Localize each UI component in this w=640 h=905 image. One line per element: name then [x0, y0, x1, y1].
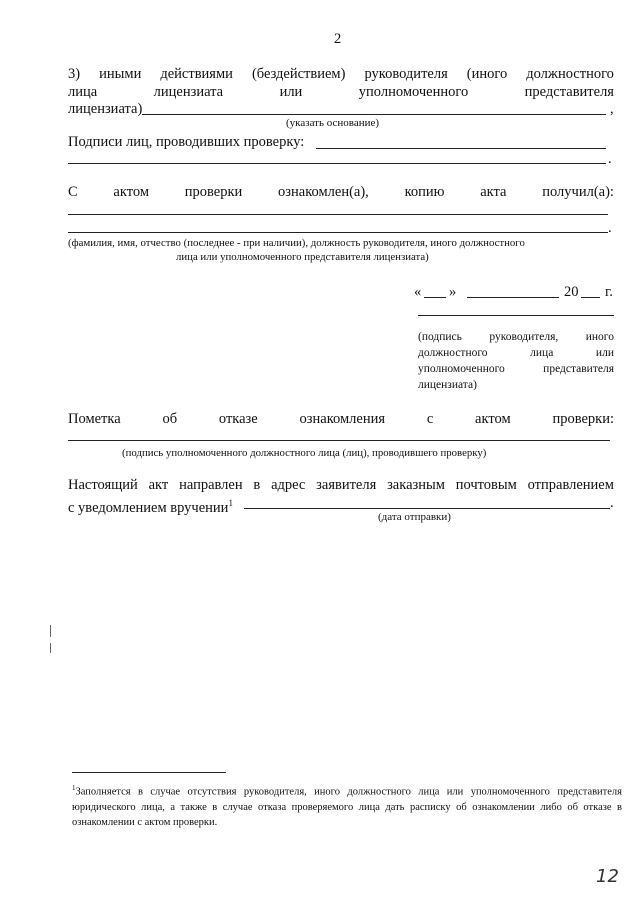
word: об — [162, 411, 178, 427]
word: отказе — [218, 411, 258, 427]
comma: , — [610, 101, 614, 117]
date-month-field[interactable] — [467, 297, 559, 298]
word: лица — [530, 347, 554, 359]
footnote-separator — [72, 772, 226, 773]
word: получил(а): — [542, 184, 614, 200]
word: почтовым — [455, 477, 517, 493]
date-year-field[interactable] — [581, 297, 600, 298]
sent-line-2 — [68, 494, 233, 517]
word: уполномоченного — [358, 84, 469, 100]
signatures-field-line-1[interactable] — [316, 148, 606, 149]
sent-date-caption: (дата отправки) — [378, 511, 451, 523]
word: с — [426, 411, 434, 427]
paragraph-1-line-3: лицензиата) — [68, 101, 143, 117]
word: или — [279, 84, 303, 100]
word: заказным — [387, 477, 445, 493]
word: или — [595, 347, 614, 359]
date-day-field[interactable] — [424, 297, 446, 298]
word: представителя — [543, 363, 614, 375]
basis-field-line[interactable] — [142, 114, 606, 115]
word: заявителя — [316, 477, 377, 493]
period: . — [608, 151, 612, 167]
acknowledgement-caption-1: (фамилия, имя, отчество (последнее - при наличии), должность руководителя, иного должностного — [68, 237, 525, 249]
word: должностного — [526, 66, 614, 82]
manager-signature-caption — [418, 329, 614, 393]
word: руководителя, — [489, 331, 559, 343]
word: акта — [480, 184, 507, 200]
sent-date-field[interactable] — [244, 508, 610, 509]
sent-line-1 — [68, 476, 614, 494]
footnote-mark: 1 — [72, 784, 76, 792]
refusal-line — [68, 410, 614, 428]
footnote-text: Заполняется в случае отсутствия руководителя, иного должностного лица или уполномоченного представителя юридического лица, а также в случае отказа проверяемого лица дать расписку об ознакомлении либо об отказе в ознакомлении с актом проверки. — [72, 786, 622, 828]
word: ознакомлен(а), — [278, 184, 369, 200]
handwritten-page-number: 12 — [596, 866, 619, 887]
word: копию — [404, 184, 445, 200]
word: лица — [68, 84, 98, 100]
word: в — [253, 477, 261, 493]
refusal-caption: (подпись уполномоченного должностного лица (лиц), проводившего проверку) — [122, 447, 487, 459]
word: Настоящий — [68, 477, 138, 493]
word: (иного — [466, 66, 508, 82]
date-year-prefix: 20 — [564, 284, 579, 300]
margin-mark — [50, 643, 51, 653]
basis-caption: (указать основание) — [286, 117, 380, 129]
footnote — [72, 781, 622, 830]
page-number: 2 — [334, 31, 342, 47]
word: С — [68, 184, 78, 200]
word: уполномоченного — [418, 363, 505, 375]
word: действиями — [160, 66, 233, 82]
paragraph-1-line-2 — [68, 83, 614, 101]
caption-row — [418, 361, 614, 377]
period: . — [610, 495, 614, 511]
margin-mark — [50, 625, 51, 637]
sent-line-2-text: с уведомлением вручении — [68, 499, 229, 516]
caption-row: лицензиата) — [418, 379, 477, 391]
footnote-reference[interactable]: 1 — [228, 498, 233, 508]
caption-row — [418, 329, 614, 345]
date-year-suffix: г. — [605, 284, 613, 300]
manager-signature-line[interactable] — [418, 315, 614, 316]
signatures-label: Подписи лиц, проводивших проверку: — [68, 134, 305, 150]
acknowledgement-field-line-2[interactable] — [68, 232, 608, 233]
word: адрес — [271, 477, 306, 493]
acknowledgement-caption-2: лица или уполномоченного представителя лицензиата) — [176, 251, 429, 263]
word: ознакомления — [299, 411, 386, 427]
word: 3) — [68, 66, 81, 82]
word: должностного — [418, 347, 488, 359]
word: направлен — [179, 477, 243, 493]
word: проверки — [184, 184, 243, 200]
date-open-quote: « — [414, 284, 422, 300]
word: руководителя — [364, 66, 448, 82]
signatures-field-line-2[interactable] — [68, 163, 606, 164]
word: отправлением — [527, 477, 614, 493]
word: иного — [585, 331, 614, 343]
period: . — [608, 220, 612, 236]
word: (бездействием) — [251, 66, 346, 82]
word: иными — [99, 66, 142, 82]
word: актом — [475, 411, 511, 427]
caption-row — [418, 345, 614, 361]
word: проверки: — [552, 411, 614, 427]
paragraph-1-line-1 — [68, 65, 614, 83]
refusal-field-line[interactable] — [68, 440, 610, 441]
date-close-quote: » — [449, 284, 457, 300]
word: лицензиата — [153, 84, 224, 100]
word: акт — [148, 477, 169, 493]
word: представителя — [524, 84, 614, 100]
acknowledgement-line — [68, 183, 614, 201]
acknowledgement-field-line-1[interactable] — [68, 214, 608, 215]
word: актом — [113, 184, 150, 200]
word: Пометка — [68, 411, 121, 427]
word: (подпись — [418, 331, 462, 343]
